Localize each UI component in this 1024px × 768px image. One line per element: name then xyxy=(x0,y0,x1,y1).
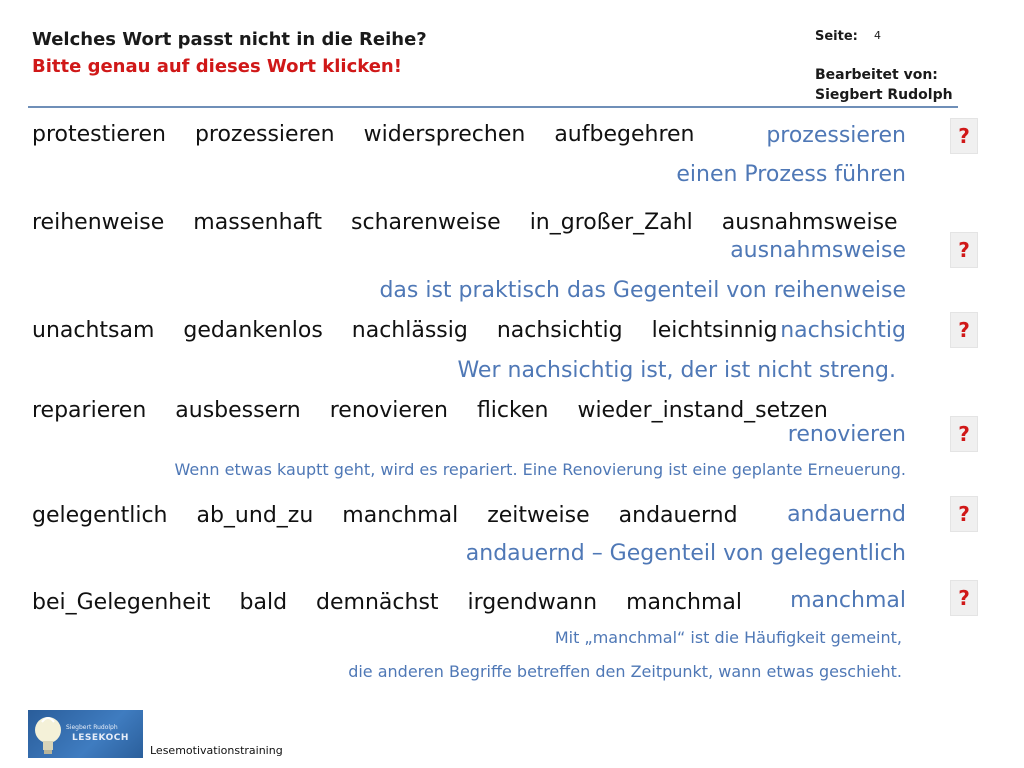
answer-word-4: renovieren xyxy=(787,422,906,447)
word-option[interactable]: reihenweise xyxy=(32,210,165,235)
word-option[interactable]: ausnahmsweise xyxy=(721,210,898,235)
word-option[interactable]: gelegentlich xyxy=(32,503,168,528)
logo-brand: LESEKOCH xyxy=(72,733,129,743)
word-option[interactable]: bald xyxy=(239,590,288,615)
word-option[interactable]: bei_Gelegenheit xyxy=(32,590,211,615)
lesekoch-logo xyxy=(28,710,143,758)
word-option[interactable]: nachlässig xyxy=(351,318,468,343)
word-option[interactable]: ausbessern xyxy=(175,398,301,423)
word-option[interactable]: ab_und_zu xyxy=(196,503,314,528)
answer-word-1: prozessieren xyxy=(766,123,906,148)
word-row-1 xyxy=(32,122,716,147)
word-option[interactable]: demnächst xyxy=(316,590,439,615)
reveal-button-6[interactable]: ? xyxy=(950,580,978,616)
word-row-3 xyxy=(32,318,800,343)
word-option[interactable]: flicken xyxy=(476,398,549,423)
explanation-4: Wenn etwas kauptt geht, wird es repariert. Eine Renovierung ist eine geplante Erneuerung. xyxy=(174,460,906,479)
page-title: Welches Wort passt nicht in die Reihe? xyxy=(32,29,427,50)
explanation-2: das ist praktisch das Gegenteil von reihenweise xyxy=(379,278,906,303)
word-option[interactable]: aufbegehren xyxy=(554,122,695,147)
page-number: 4 xyxy=(874,29,881,42)
explanation-6b: die anderen Begriffe betreffen den Zeitpunkt, wann etwas geschieht. xyxy=(348,662,902,681)
reveal-button-5[interactable]: ? xyxy=(950,496,978,532)
reveal-button-3[interactable]: ? xyxy=(950,312,978,348)
answer-word-6: manchmal xyxy=(790,588,906,613)
word-option[interactable]: wieder_instand_setzen xyxy=(577,398,828,423)
word-option[interactable]: protestieren xyxy=(32,122,166,147)
reveal-button-2[interactable]: ? xyxy=(950,232,978,268)
instruction-text: Bitte genau auf dieses Wort klicken! xyxy=(32,56,402,77)
word-row-2 xyxy=(32,210,920,235)
word-option[interactable]: scharenweise xyxy=(351,210,501,235)
word-option[interactable]: manchmal xyxy=(626,590,742,615)
footer-label: Lesemotivationstraining xyxy=(150,744,283,757)
word-option[interactable]: nachsichtig xyxy=(496,318,623,343)
word-option[interactable]: unachtsam xyxy=(32,318,155,343)
word-row-6 xyxy=(32,590,764,615)
answer-word-3: nachsichtig xyxy=(780,318,906,343)
word-option[interactable]: widersprechen xyxy=(363,122,526,147)
word-option[interactable]: reparieren xyxy=(32,398,147,423)
word-option[interactable]: manchmal xyxy=(342,503,459,528)
word-option[interactable]: renovieren xyxy=(329,398,448,423)
word-option[interactable]: leichtsinnig xyxy=(651,318,778,343)
word-option[interactable]: in_großer_Zahl xyxy=(529,210,693,235)
answer-word-5: andauernd xyxy=(787,502,906,527)
page-label: Seite: xyxy=(815,29,858,44)
word-option[interactable]: gedankenlos xyxy=(183,318,323,343)
reveal-button-1[interactable]: ? xyxy=(950,118,978,154)
word-row-4 xyxy=(32,398,850,423)
explanation-1: einen Prozess führen xyxy=(676,162,906,187)
explanation-5: andauernd – Gegenteil von gelegentlich xyxy=(465,541,906,566)
reveal-button-4[interactable]: ? xyxy=(950,416,978,452)
logo-author: Siegbert Rudolph xyxy=(66,724,118,731)
explanation-6a: Mit „manchmal“ ist die Häufigkeit gemeint, xyxy=(554,628,902,647)
word-row-5 xyxy=(32,503,760,528)
word-option[interactable]: zeitweise xyxy=(487,503,590,528)
word-option[interactable]: andauernd xyxy=(618,503,738,528)
edited-by-label: Bearbeitet von: xyxy=(815,67,938,83)
word-option[interactable]: prozessieren xyxy=(194,122,335,147)
explanation-3: Wer nachsichtig ist, der ist nicht streng. xyxy=(457,358,896,383)
word-option[interactable]: massenhaft xyxy=(193,210,323,235)
word-option[interactable]: irgendwann xyxy=(467,590,598,615)
author-name: Siegbert Rudolph xyxy=(815,87,953,103)
header-divider xyxy=(28,106,958,108)
answer-word-2: ausnahmsweise xyxy=(730,238,906,263)
